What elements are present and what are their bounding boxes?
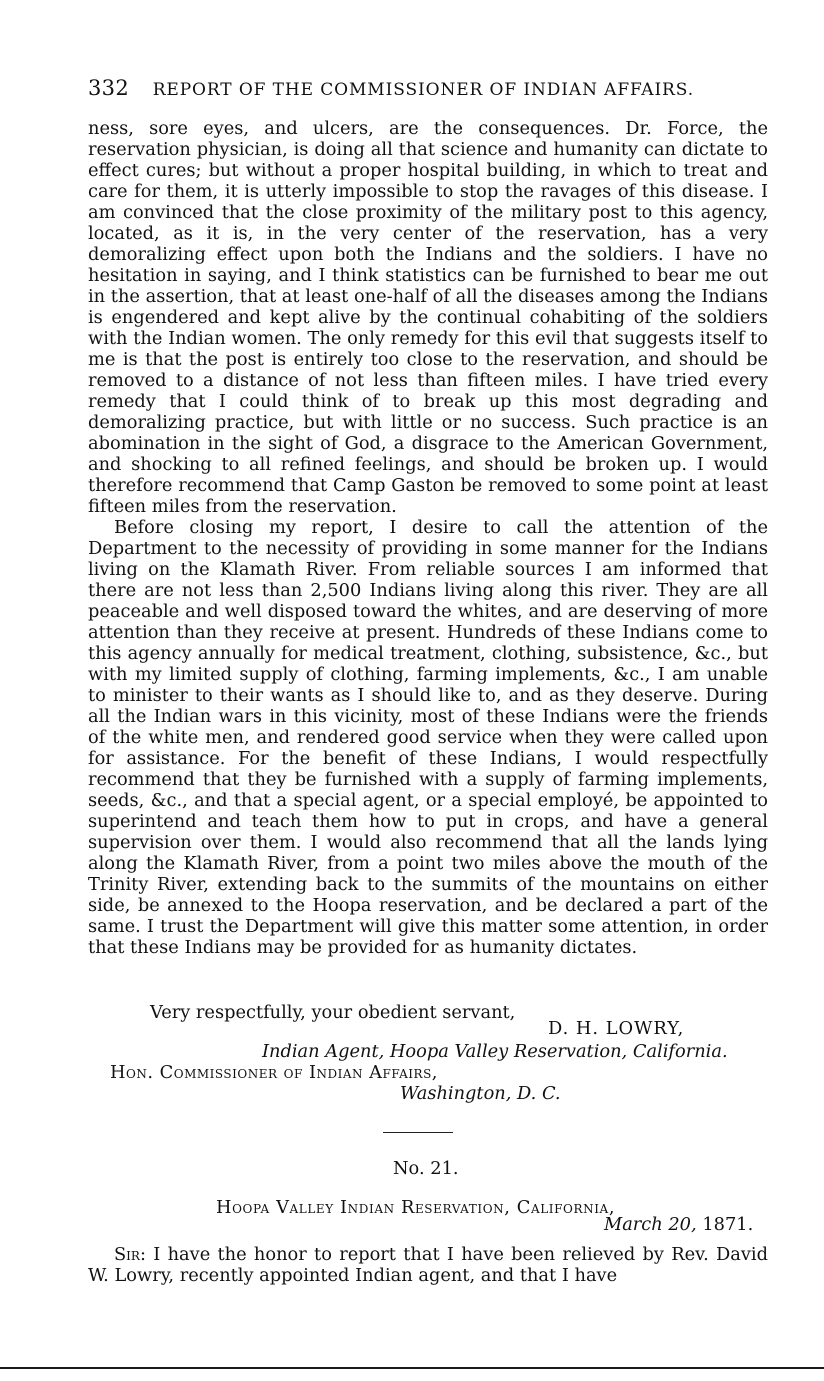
signer-name: D. H. LOWRY,	[548, 1018, 685, 1039]
letter-date	[604, 1214, 753, 1235]
report-body	[88, 118, 768, 958]
document-number: No. 21.	[393, 1158, 459, 1179]
addressee-city: Washington, D. C.	[400, 1083, 561, 1104]
signer-title: Indian Agent, Hoopa Valley Reservation, California.	[262, 1041, 728, 1062]
letter-opening	[88, 1244, 768, 1286]
opening-text: I have the honor to report that I have been relieved by Rev. David W. Lowry, recently appointed Indian agent, and that I have	[88, 1244, 768, 1286]
running-title: REPORT OF THE COMMISSIONER OF INDIAN AFFAIRS.	[152, 80, 695, 100]
letter-heading: Hoopa Valley Indian Reservation, California,	[216, 1197, 616, 1218]
section-divider	[383, 1132, 453, 1133]
page-number: 332	[88, 76, 129, 100]
salutation: Sir:	[114, 1244, 146, 1265]
running-header	[88, 76, 788, 100]
addressee: Hon. Commissioner of Indian Affairs,	[110, 1062, 438, 1083]
paragraph-continued: ness, sore eyes, and ulcers, are the consequences. Dr. Force, the reservation physician, is doing all that science and humanity can dictate to effect cures; but without a proper hospital building, in which to treat and care for them, it is utterly impossible to stop the ravages of this disease. I am convinced that the close proximity of the military post to this agency, located, as it is, in the very center of the reservation, has a very demoralizing effect upon both the Indians and the soldiers. I have no hesitation in saying, and I think statistics can be furnished to bear me out in the assertion, that at least one-half of all the diseases among the Indians is engendered and kept alive by the continual cohabiting of the soldiers with the Indian women. The only remedy for this evil that suggests itself to me is that the post is entirely too close to the reservation, and should be removed to a distance of not less than fifteen miles. I have tried every remedy that I could think of to break up this most degrading and demoralizing practice, but with little or no success. Such practice is an abomination in the sight of God, a disgrace to the American Government, and shocking to all refined feelings, and should be broken up. I would therefore recommend that Camp Gaston be removed to some point at least fifteen miles from the reservation.	[88, 118, 768, 517]
valediction: Very respectfully, your obedient servant,	[150, 1002, 516, 1023]
date-year: 1871.	[702, 1214, 754, 1235]
paragraph-klamath: Before closing my report, I desire to call the attention of the Department to the necessity of providing in some manner for the Indians living on the Klamath River. From reliable sources I am informed that there are not less than 2,500 Indians living along this river. They are all peaceable and well disposed toward the whites, and are deserving of more attention than they receive at present. Hundreds of these Indians come to this agency annually for medical treatment, clothing, subsistence, &c., but with my limited supply of clothing, farming implements, &c., I am unable to minister to their wants as I should like to, and as they deserve. During all the Indian wars in this vicinity, most of these Indians were the friends of the white men, and rendered good service when they were called upon for assistance. For the benefit of these Indians, I would respectfully recommend that they be furnished with a supply of farming implements, seeds, &c., and that a special agent, or a special employé, be appointed to superintend and teach them how to put in crops, and have a general supervision over them. I would also recommend that all the lands lying along the Klamath River, from a point two miles above the mouth of the Trinity River, extending back to the summits of the mountains on either side, be annexed to the Hoopa reservation, and be declared a part of the same. I trust the Department will give this matter some attention, in order that these Indians may be provided for as humanity dictates.	[88, 517, 768, 958]
date-month-day: March 20,	[604, 1214, 697, 1235]
